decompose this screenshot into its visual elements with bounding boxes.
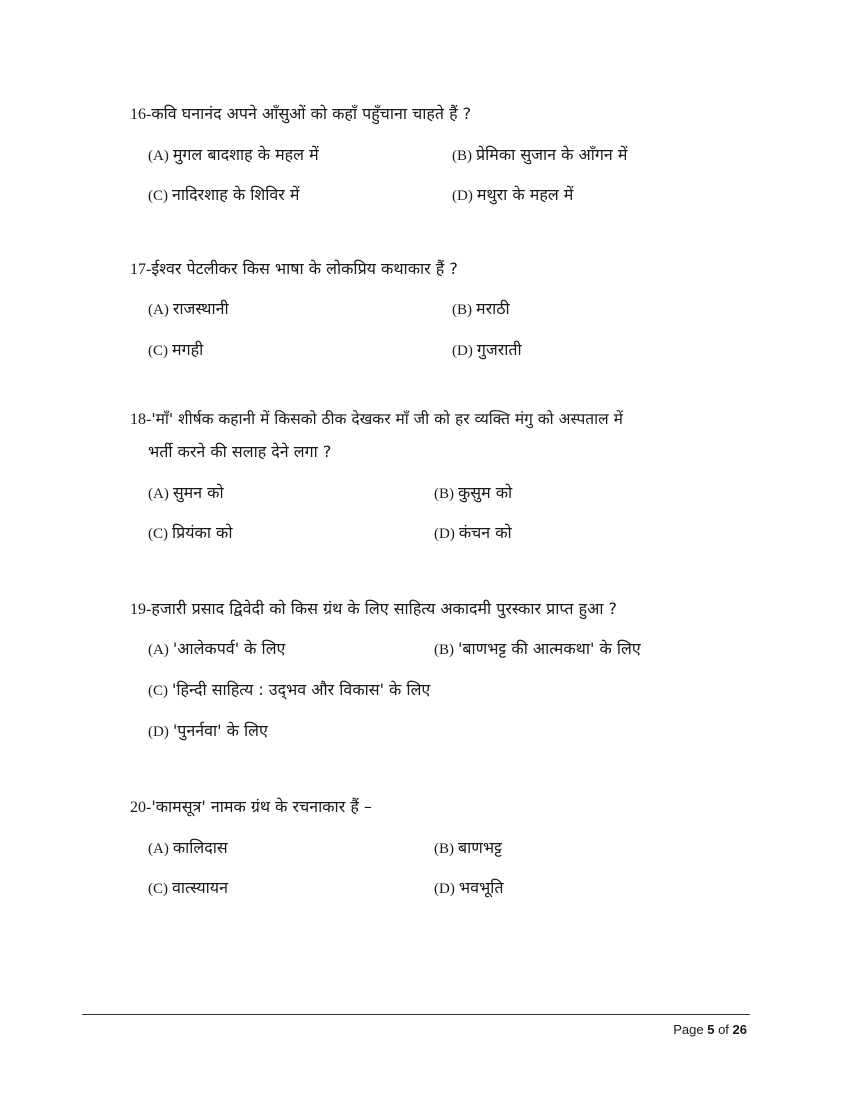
option-label: (C) xyxy=(148,683,168,699)
question-18 xyxy=(130,409,748,430)
question-text: ईश्वर पेटलीकर किस भाषा के लोकप्रिय कथाकार हैं ? xyxy=(151,259,458,278)
option-16-a xyxy=(148,145,319,166)
question-text: कवि घनानंद अपने आँसुओं को कहाँ पहुँचाना चाहते हैं ? xyxy=(151,104,472,123)
option-label: (D) xyxy=(434,526,455,542)
question-20 xyxy=(130,797,372,818)
question-16 xyxy=(130,104,471,125)
option-20-d xyxy=(434,878,503,899)
option-18-d xyxy=(434,523,512,544)
option-16-d xyxy=(452,185,573,206)
option-text: राजस्थानी xyxy=(172,299,229,318)
option-label: (A) xyxy=(148,486,169,502)
option-label: (C) xyxy=(148,881,168,897)
footer-divider xyxy=(82,1014,750,1015)
question-number: 17- xyxy=(130,261,152,278)
option-label: (D) xyxy=(434,881,455,897)
option-text: भवभूति xyxy=(458,878,504,897)
option-label: (B) xyxy=(434,841,454,857)
option-text: 'बाणभट्ट की आत्मकथा' के लिए xyxy=(458,639,641,658)
option-19-d xyxy=(148,721,268,742)
option-label: (B) xyxy=(434,486,454,502)
option-text: कुसुम को xyxy=(458,483,513,502)
option-label: (B) xyxy=(434,642,454,658)
option-text: मुगल बादशाह के महल में xyxy=(172,145,319,164)
question-18-continuation: भर्ती करने की सलाह देने लगा ? xyxy=(148,442,332,461)
option-text: 'आलेकपर्व' के लिए xyxy=(172,639,286,658)
option-text: प्रियंका को xyxy=(172,523,233,542)
option-17-c xyxy=(148,340,203,361)
option-text: मराठी xyxy=(476,299,510,318)
option-label: (C) xyxy=(148,343,168,359)
question-text: हजारी प्रसाद द्विवेदी को किस ग्रंथ के लिए साहित्य अकादमी पुरस्कार प्राप्त हुआ ? xyxy=(151,599,617,618)
question-number: 16- xyxy=(130,106,152,123)
option-label: (A) xyxy=(148,148,169,164)
option-text: वात्स्यायन xyxy=(172,878,228,897)
option-label: (D) xyxy=(452,343,473,359)
question-number: 19- xyxy=(130,601,152,618)
option-label: (B) xyxy=(452,148,472,164)
question-number: 20- xyxy=(130,799,152,816)
option-18-b xyxy=(434,483,512,504)
option-text: कालिदास xyxy=(172,838,228,857)
option-19-c xyxy=(148,680,430,701)
option-text: नादिरशाह के शिविर में xyxy=(172,185,300,204)
question-number: 18- xyxy=(130,411,152,428)
option-label: (C) xyxy=(148,526,168,542)
option-text: प्रेमिका सुजान के आँगन में xyxy=(476,145,628,164)
question-text: 'माँ' शीर्षक कहानी में किसको ठीक देखकर माँ जी को हर व्यक्ति मंगु को अस्पताल में xyxy=(151,410,623,428)
option-label: (D) xyxy=(148,724,169,740)
option-text: बाणभट्ट xyxy=(458,838,502,857)
option-19-a xyxy=(148,639,285,660)
option-text: मगही xyxy=(172,340,204,359)
option-label: (A) xyxy=(148,642,169,658)
question-17 xyxy=(130,259,458,280)
page-of: of xyxy=(718,1022,729,1037)
option-17-b xyxy=(452,299,510,320)
option-20-c xyxy=(148,878,228,899)
option-text: 'हिन्दी साहित्य : उद्‌भव और विकास' के लिए xyxy=(172,680,431,699)
option-text: मथुरा के महल में xyxy=(476,185,574,204)
option-19-b xyxy=(434,639,641,660)
option-18-c xyxy=(148,523,232,544)
option-16-c xyxy=(148,185,299,206)
option-text: सुमन को xyxy=(172,483,224,502)
page-footer xyxy=(673,1022,747,1037)
option-text: 'पुनर्नवा' के लिए xyxy=(172,721,268,740)
option-label: (D) xyxy=(452,188,473,204)
option-label: (C) xyxy=(148,188,168,204)
option-18-a xyxy=(148,483,224,504)
page-current: 5 xyxy=(707,1022,715,1037)
option-20-b xyxy=(434,838,502,859)
option-17-d xyxy=(452,340,522,361)
option-text: गुजराती xyxy=(476,340,522,359)
option-17-a xyxy=(148,299,229,320)
page-total: 26 xyxy=(732,1022,747,1037)
option-16-b xyxy=(452,145,627,166)
page-prefix: Page xyxy=(673,1022,704,1037)
option-label: (B) xyxy=(452,302,472,318)
question-text: 'कामसूत्र' नामक ग्रंथ के रचनाकार हैं – xyxy=(151,797,372,816)
option-label: (A) xyxy=(148,302,169,318)
question-19 xyxy=(130,599,617,620)
option-text: कंचन को xyxy=(458,523,512,542)
option-20-a xyxy=(148,838,228,859)
option-label: (A) xyxy=(148,841,169,857)
